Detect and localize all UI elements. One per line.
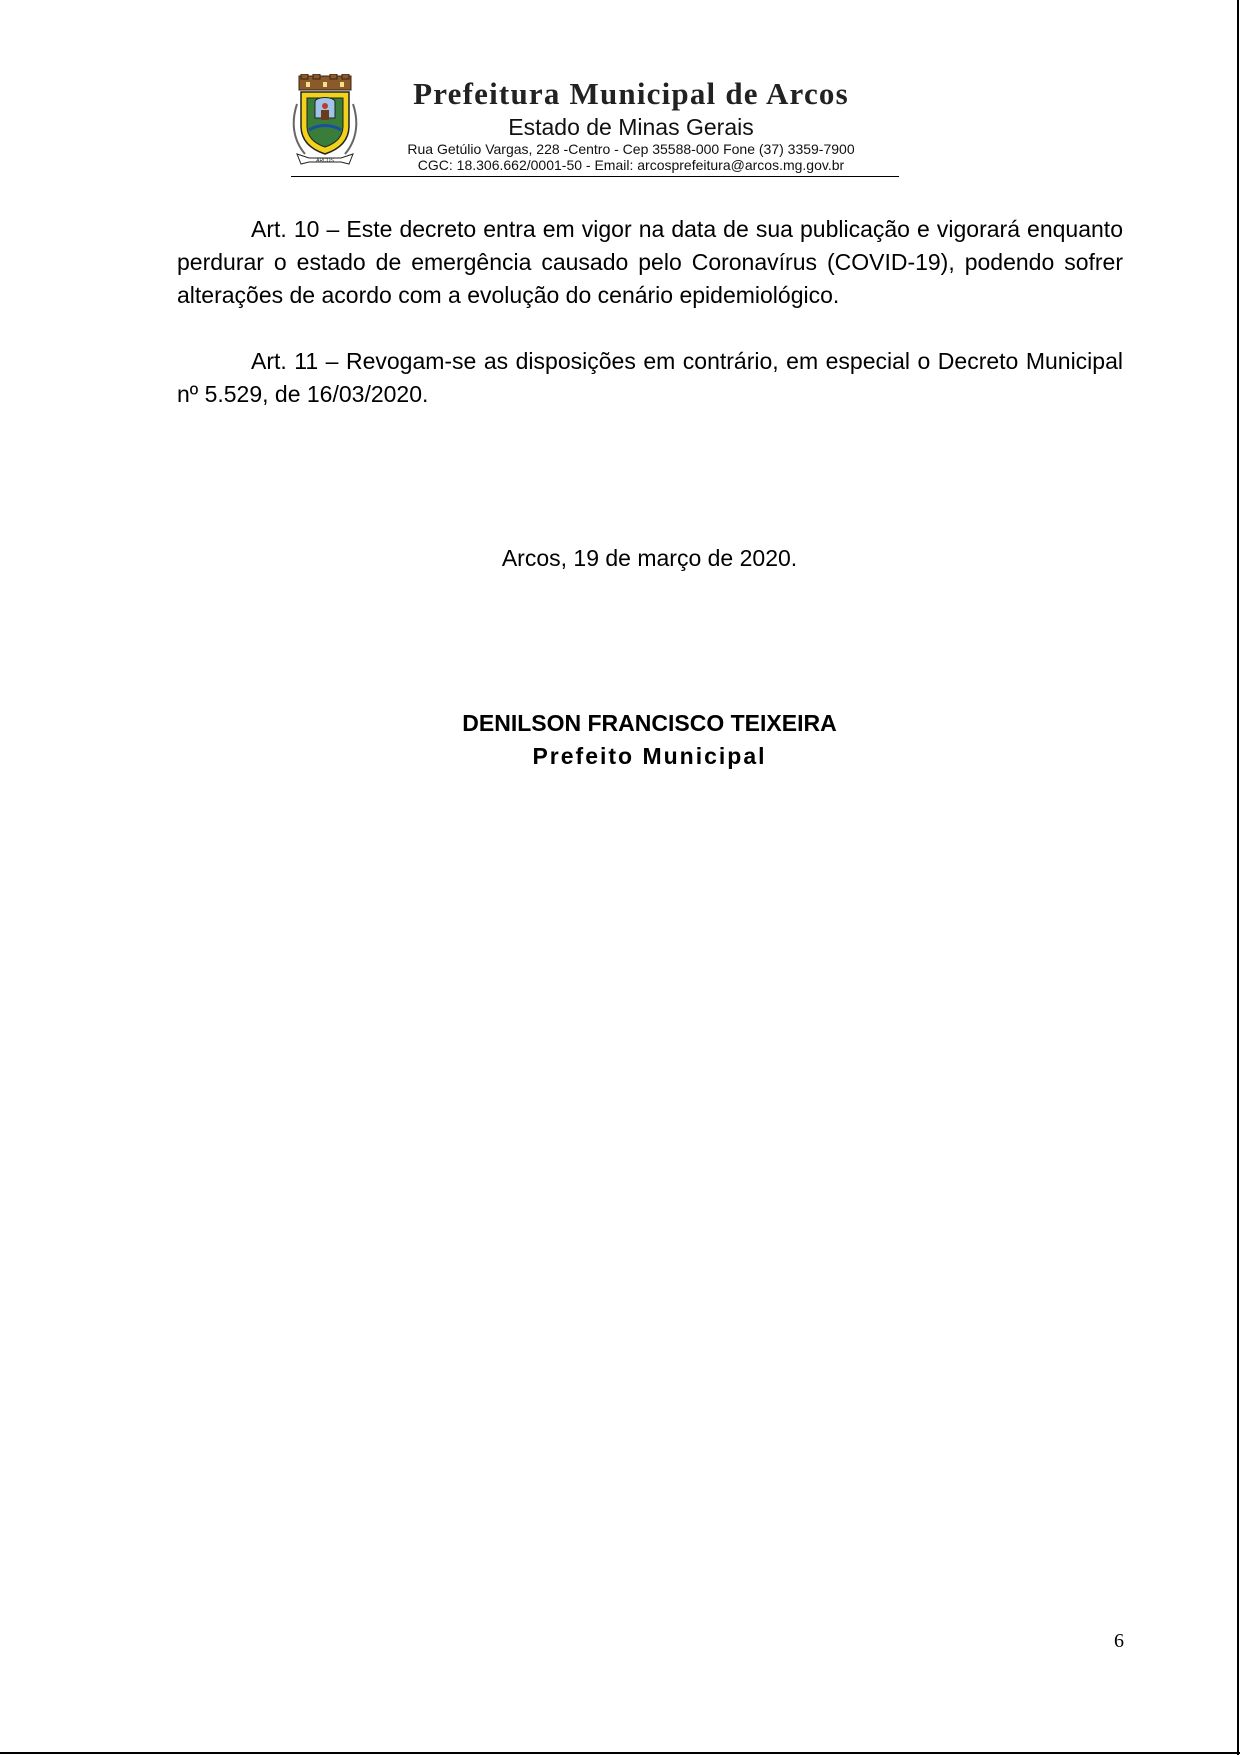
article-10: Art. 10 – Este decreto entra em vigor na data de sua publicação e vigorará enquanto perdurar o estado de emergência causado pelo Coronavírus (COVID-19), podendo sofrer alterações de acordo com a evolução do cenário epidemiológico. bbox=[177, 216, 1123, 308]
letterhead-contact: CGC: 18.306.662/0001-50 - Email: arcosprefeitura@arcos.mg.gov.br bbox=[417, 157, 845, 173]
letterhead bbox=[291, 74, 899, 178]
letterhead-title: Prefeitura Municipal de Arcos bbox=[413, 76, 849, 111]
page-number: 6 bbox=[1114, 1630, 1124, 1652]
svg-text:ARCOS: ARCOS bbox=[316, 158, 334, 164]
letterhead-subtitle: Estado de Minas Gerais bbox=[508, 114, 754, 140]
date-line: Arcos, 19 de março de 2020. bbox=[501, 545, 798, 571]
page-border-right bbox=[1237, 0, 1239, 1755]
letterhead-address: Rua Getúlio Vargas, 228 -Centro - Cep 35588-000 Fone (37) 3359-7900 bbox=[407, 141, 855, 157]
signatory-name: DENILSON FRANCISCO TEIXEIRA bbox=[462, 710, 837, 736]
letterhead-rule bbox=[291, 176, 899, 177]
municipal-coat-of-arms-icon bbox=[291, 74, 359, 170]
signatory-title: Prefeito Municipal bbox=[532, 743, 767, 769]
page-border-bottom bbox=[0, 1752, 1240, 1754]
article-11: Art. 11 – Revogam-se as disposições em contrário, em especial o Decreto Municipal nº 5.529, de 16/03/2020. bbox=[177, 348, 1123, 407]
